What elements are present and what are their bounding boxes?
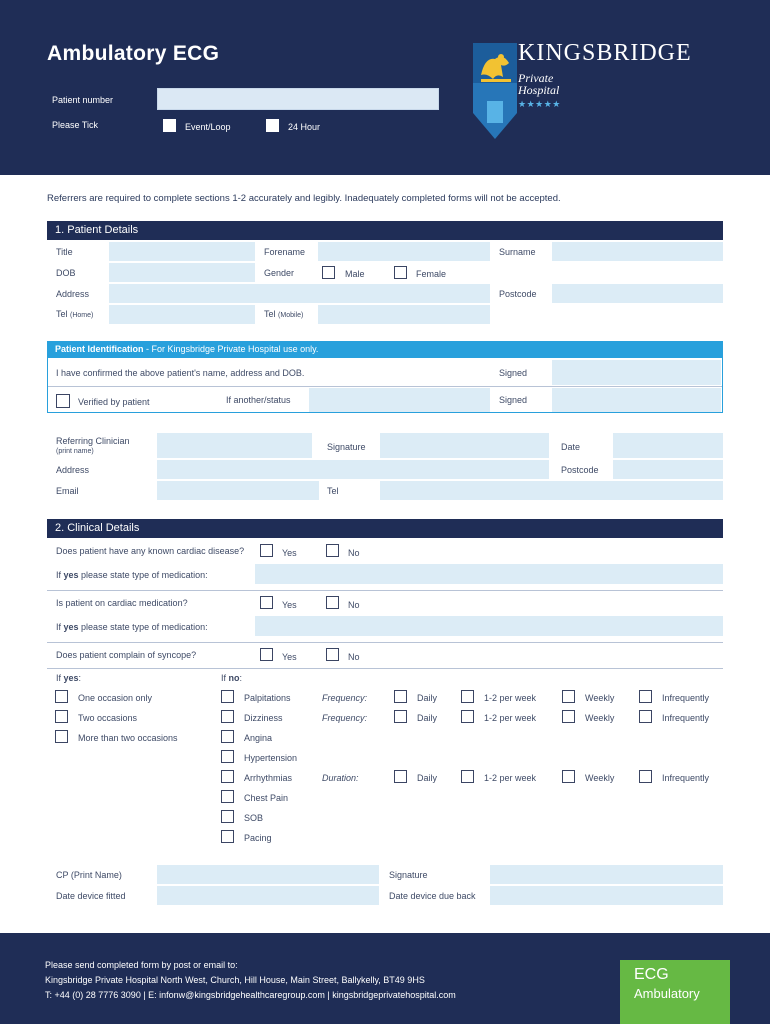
hypertension-label: Hypertension: [244, 753, 298, 763]
cp-print-name-input[interactable]: [157, 865, 379, 884]
two-occasions-checkbox[interactable]: [55, 710, 68, 723]
cardiac-disease-yes-label: Yes: [282, 548, 297, 558]
one-occasion-checkbox[interactable]: [55, 690, 68, 703]
print-name-hint: (print name): [56, 448, 94, 455]
date-device-due-input[interactable]: [490, 886, 723, 905]
palpitations-infrequently-checkbox[interactable]: [639, 690, 652, 703]
cardiac-medication-no-checkbox[interactable]: [326, 596, 339, 609]
arrhythmias-1-2-week-checkbox[interactable]: [461, 770, 474, 783]
referrer-postcode-label: Postcode: [561, 465, 599, 475]
dob-input[interactable]: [109, 263, 255, 282]
syncope-yes-checkbox[interactable]: [260, 648, 273, 661]
verified-label: Verified by patient: [78, 397, 150, 407]
kingsbridge-shield-icon: [473, 43, 517, 139]
dizziness-label: Dizziness: [244, 713, 283, 723]
divider: [48, 386, 722, 387]
medication-input-1[interactable]: [255, 564, 723, 584]
syncope-no-checkbox[interactable]: [326, 648, 339, 661]
cardiac-disease-yes-checkbox[interactable]: [260, 544, 273, 557]
cp-print-name-label: CP (Print Name): [56, 870, 122, 880]
palpitations-checkbox[interactable]: [221, 690, 234, 703]
date-device-fitted-input[interactable]: [157, 886, 379, 905]
email-label: Email: [56, 486, 79, 496]
more-than-two-checkbox[interactable]: [55, 730, 68, 743]
signature-input[interactable]: [380, 433, 549, 458]
palpitations-infrequently-label: Infrequently: [662, 693, 710, 703]
palpitations-frequency-label: Frequency:: [322, 693, 368, 703]
dizziness-daily-label: Daily: [417, 713, 438, 723]
palpitations-weekly-checkbox[interactable]: [562, 690, 575, 703]
badge-ambulatory: Ambulatory: [634, 986, 700, 1001]
referrer-tel-label: Tel: [327, 486, 339, 496]
logo-private: Private: [518, 71, 554, 85]
cp-signature-label: Signature: [389, 870, 428, 880]
tel-home-label: Tel (Home): [56, 309, 94, 319]
logo-name: KINGSBRIDGE: [518, 40, 692, 66]
postcode-input[interactable]: [552, 284, 723, 303]
divider: [47, 642, 723, 643]
male-label: Male: [345, 269, 365, 279]
more-than-two-label: More than two occasions: [78, 733, 178, 743]
dizziness-daily-checkbox[interactable]: [394, 710, 407, 723]
medication-input-2[interactable]: [255, 616, 723, 636]
tel-home-input[interactable]: [109, 305, 255, 324]
form-header: [0, 0, 770, 175]
divider: [47, 668, 723, 669]
syncope-yes-label: Yes: [282, 652, 297, 662]
referrer-tel-input[interactable]: [380, 481, 723, 500]
cardiac-disease-question: Does patient have any known cardiac disease?: [56, 546, 245, 556]
arrhythmias-infrequently-checkbox[interactable]: [639, 770, 652, 783]
one-occasion-label: One occasion only: [78, 693, 153, 703]
dizziness-checkbox[interactable]: [221, 710, 234, 723]
form-title: Ambulatory ECG: [47, 42, 220, 65]
referrer-address-label: Address: [56, 465, 90, 475]
cardiac-medication-yes-checkbox[interactable]: [260, 596, 273, 609]
dizziness-frequency-label: Frequency:: [322, 713, 368, 723]
signature-label: Signature: [327, 442, 366, 452]
two-occasions-label: Two occasions: [78, 713, 138, 723]
address-input[interactable]: [109, 284, 490, 303]
sob-checkbox[interactable]: [221, 810, 234, 823]
cardiac-disease-no-checkbox[interactable]: [326, 544, 339, 557]
dob-label: DOB: [56, 268, 76, 278]
section-1-title: 1. Patient Details: [47, 221, 723, 240]
arrhythmias-duration-label: Duration:: [322, 773, 359, 783]
female-label: Female: [416, 269, 447, 279]
another-status-input[interactable]: [309, 388, 490, 412]
dizziness-weekly-checkbox[interactable]: [562, 710, 575, 723]
event-loop-checkbox[interactable]: [163, 119, 176, 132]
patient-number-label: Patient number: [52, 95, 114, 105]
24-hour-label: 24 Hour: [288, 122, 321, 132]
cp-signature-input[interactable]: [490, 865, 723, 884]
syncope-question: Does patient complain of syncope?: [56, 650, 197, 660]
badge-ecg: ECG: [634, 966, 669, 983]
cardiac-medication-question: Is patient on cardiac medication?: [56, 598, 188, 608]
referrer-postcode-input[interactable]: [613, 460, 723, 479]
confirm-text: I have confirmed the above patient's name, address and DOB.: [56, 368, 305, 378]
forename-label: Forename: [264, 247, 306, 257]
referrer-notice: Referrers are required to complete sections 1-2 accurately and legibly. Inadequately completed forms will not be accepted.: [47, 193, 561, 204]
medication-prompt-2: If yes please state type of medication:: [56, 622, 208, 632]
sob-label: SOB: [244, 813, 264, 823]
footer-address: Kingsbridge Private Hospital North West, Church, Hill House, Main Street, Ballykelly, BT49 9HS: [45, 975, 425, 985]
surname-input[interactable]: [552, 242, 723, 261]
if-yes-heading: If yes:: [56, 673, 82, 683]
arrhythmias-infrequently-label: Infrequently: [662, 773, 710, 783]
dizziness-1-2-week-checkbox[interactable]: [461, 710, 474, 723]
patient-number-input[interactable]: [157, 88, 439, 110]
palpitations-1-2-week-checkbox[interactable]: [461, 690, 474, 703]
please-tick-label: Please Tick: [52, 120, 99, 130]
address-label: Address: [56, 289, 90, 299]
medication-prompt-1: If yes please state type of medication:: [56, 570, 208, 580]
tel-mobile-label: Tel (Mobile): [264, 309, 304, 319]
signed-input-2[interactable]: [552, 388, 721, 412]
male-checkbox[interactable]: [322, 266, 335, 279]
footer-line-1: Please send completed form by post or email to:: [45, 960, 238, 970]
referrer-address-input[interactable]: [157, 460, 549, 479]
arrhythmias-1-2-week-label: 1-2 per week: [484, 773, 537, 783]
event-loop-label: Event/Loop: [185, 122, 231, 132]
signed-input-1[interactable]: [552, 360, 721, 385]
arrhythmias-checkbox[interactable]: [221, 770, 234, 783]
date-device-due-label: Date device due back: [389, 891, 476, 901]
if-no-heading: If no:: [221, 673, 243, 683]
arrhythmias-daily-checkbox[interactable]: [394, 770, 407, 783]
verified-by-patient-checkbox[interactable]: [56, 394, 70, 408]
section-2-title: 2. Clinical Details: [47, 519, 723, 538]
gender-label: Gender: [264, 268, 295, 278]
cardiac-medication-no-label: No: [348, 600, 360, 610]
dizziness-1-2-week-label: 1-2 per week: [484, 713, 537, 723]
hypertension-checkbox[interactable]: [221, 750, 234, 763]
date-input[interactable]: [613, 433, 723, 458]
arrhythmias-label: Arrhythmias: [244, 773, 293, 783]
palpitations-1-2-week-label: 1-2 per week: [484, 693, 537, 703]
tel-mobile-input[interactable]: [318, 305, 490, 324]
another-status-label: If another/status: [226, 395, 291, 405]
arrhythmias-daily-label: Daily: [417, 773, 438, 783]
palpitations-weekly-label: Weekly: [585, 693, 615, 703]
palpitations-daily-checkbox[interactable]: [394, 690, 407, 703]
dizziness-weekly-label: Weekly: [585, 713, 615, 723]
palpitations-label: Palpitations: [244, 693, 291, 703]
logo-hospital: Hospital: [518, 83, 560, 97]
title-input[interactable]: [109, 242, 255, 261]
cardiac-disease-no-label: No: [348, 548, 360, 558]
signed-label-1: Signed: [499, 368, 528, 378]
24-hour-checkbox[interactable]: [266, 119, 279, 132]
forename-input[interactable]: [318, 242, 490, 261]
logo-stars: ★★★★★: [518, 99, 561, 109]
female-checkbox[interactable]: [394, 266, 407, 279]
ecg-ambulatory-badge: [620, 960, 730, 1024]
chest-pain-checkbox[interactable]: [221, 790, 234, 803]
syncope-no-label: No: [348, 652, 360, 662]
dizziness-infrequently-label: Infrequently: [662, 713, 710, 723]
palpitations-daily-label: Daily: [417, 693, 438, 703]
referring-clinician-input[interactable]: [157, 433, 312, 458]
cardiac-medication-yes-label: Yes: [282, 600, 297, 610]
chest-pain-label: Chest Pain: [244, 793, 289, 803]
title-label: Title: [56, 247, 73, 257]
referring-clinician-label: Referring Clinician: [56, 436, 130, 446]
date-label: Date: [561, 442, 581, 452]
footer-contact: T: +44 (0) 28 7776 3090 | E: infonw@kingsbridgehealthcaregroup.com | kingsbridgeprivatehospital.com: [45, 990, 456, 1000]
surname-label: Surname: [499, 247, 536, 257]
arrhythmias-weekly-label: Weekly: [585, 773, 615, 783]
patient-identification-title: Patient Identification - For Kingsbridge Private Hospital use only.: [47, 341, 723, 358]
date-device-fitted-label: Date device fitted: [56, 891, 126, 901]
divider: [47, 590, 723, 591]
pacing-checkbox[interactable]: [221, 830, 234, 843]
dizziness-infrequently-checkbox[interactable]: [639, 710, 652, 723]
postcode-label: Postcode: [499, 289, 537, 299]
pacing-label: Pacing: [244, 833, 272, 843]
angina-checkbox[interactable]: [221, 730, 234, 743]
arrhythmias-weekly-checkbox[interactable]: [562, 770, 575, 783]
angina-label: Angina: [244, 733, 273, 743]
email-input[interactable]: [157, 481, 319, 500]
signed-label-2: Signed: [499, 395, 528, 405]
